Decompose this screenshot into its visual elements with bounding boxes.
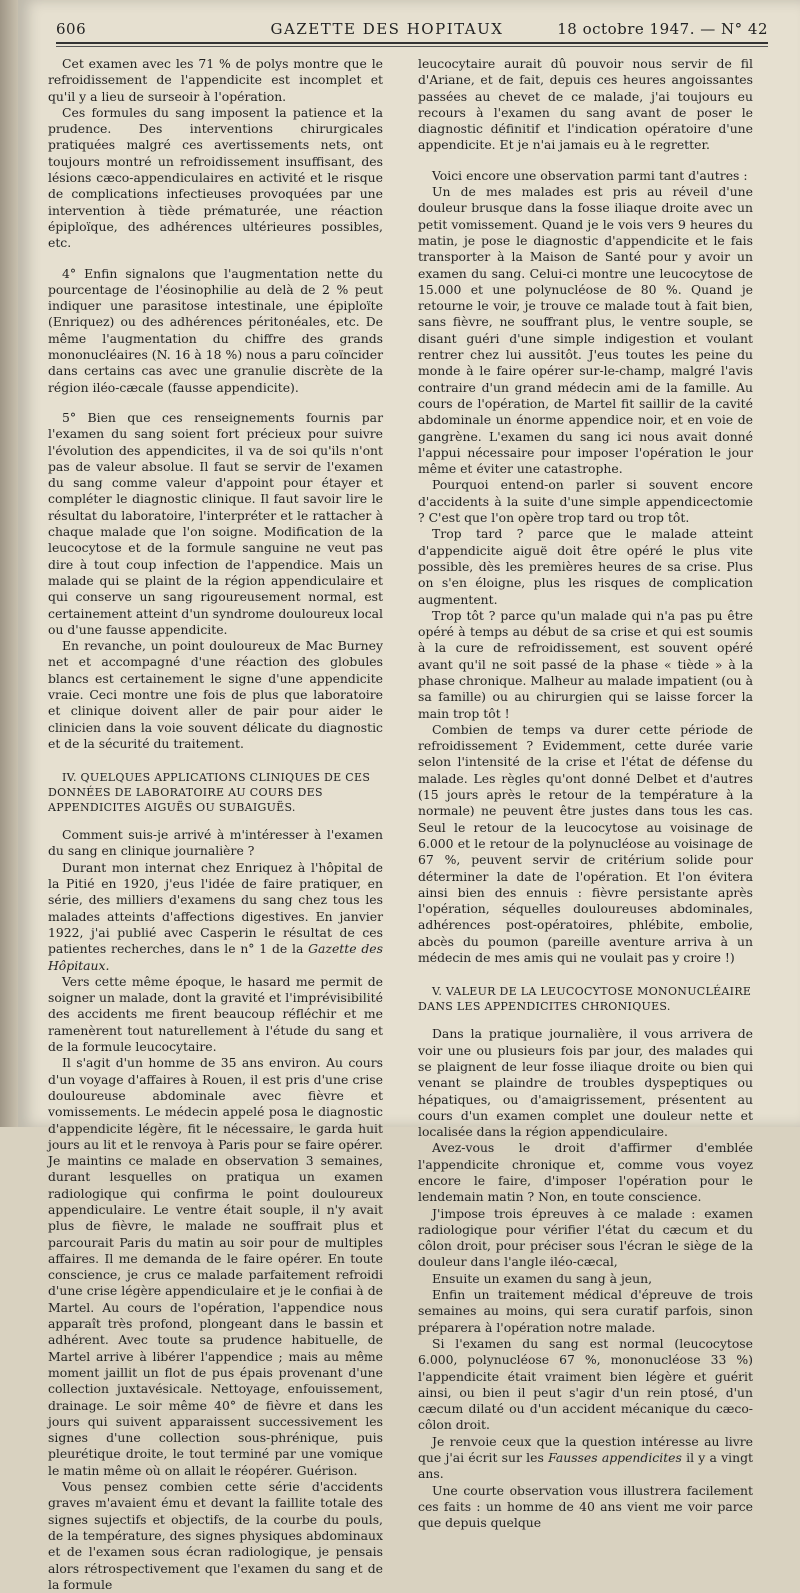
paragraph: Vous pensez combien cette série d'accidents graves m'avaient ému et devant la faillite totale des signes sujectifs et objectifs, de la courbe du pouls, de la température, des signes physiques abdominaux et de l'examen sous écran radiologique, je pensais alors rétrospectivement que l'examen du sang et de la formule — [48, 1479, 383, 1592]
paragraph: Comment suis-je arrivé à m'intéresser à l'examen du sang en clinique journalière ? — [48, 827, 383, 859]
paragraph: Ensuite un examen du sang à jeun, — [432, 1270, 653, 1286]
binding-gutter — [0, 0, 18, 1127]
journal-title: GAZETTE DES HOPITAUX — [270, 20, 504, 38]
paragraph-text: Durant mon internat chez Enriquez à l'hôpital de la Pitié en 1920, j'eus l'idée de faire pratiquer, en série, des milliers d'examens du sang chez tous les malades atteints d'affections digestives. En janvier 1922, j'ai publié avec Casperin le résultat de ces patientes recherches, dans le n° 1 de la — [48, 859, 383, 957]
header-rule-thin — [56, 46, 768, 47]
paragraph-text: il y a vingt ans. — [418, 1450, 753, 1482]
paragraph — [48, 860, 383, 974]
paragraph: 5° Bien que ces renseignements fournis par l'examen du sang soient fort précieux pour suivre l'évolution des appendicites, il va de soi qu'ils n'ont pas de valeur absolue. Il faut se servir de l'examen du sang comme valeur d'appoint pour étayer et compléter le diagnostic clinique. Il faut savoir lire le résultat du laboratoire, l'interpréter et le rattacher à chaque malade que l'on soigne. Modification de la leucocytose et de la formule sanguine ne veut pas dire à tout coup infection de l'appendice. Mais un malade qui se plaint de la région appendiculaire et qui conserve un sang rigoureusement normal, est certainement atteint d'un syndrome douloureux local ou d'une fausse appendicite. — [48, 409, 383, 637]
journal-citation: Gazette des Hôpitaux. — [48, 941, 383, 973]
paragraph: Trop tard ? parce que le malade atteint d'appendicite aiguë doit être opéré le plus vite possible, dès les premières heures de sa crise. Plus on s'en éloigne, plus les risques de complication augmentent. — [418, 526, 753, 607]
paragraph: En revanche, un point douloureux de Mac Burney net et accompagné d'une réaction des globules blancs est certainement le signe d'une appendicite vraie. Ceci montre une fois de plus que laboratoire et clinique doivent aller de pair pour aider le clinicien dans la voie souvent délicate du diagnostic et de la sécurité du traitement. — [48, 638, 383, 751]
paragraph — [418, 1434, 753, 1483]
paragraph: Vers cette même époque, le hasard me permit de soigner un malade, dont la gravité et l'imprévisibilité des accidents me firent beaucoup réfléchir et me ramenèrent tout naturellement à l'étude du sang et de la formule leucocytaire. — [48, 973, 383, 1055]
page-number: 606 — [56, 20, 87, 38]
paragraph: Il s'agit d'un homme de 35 ans environ. Au cours d'un voyage d'affaires à Rouen, il est pris d'une crise douloureuse abdominale avec fièvre et vomissements. Le médecin appelé posa le diagnostic d'appendicite légère, fit le nécessaire, le garda huit jours au lit et le renvoya à Paris pour se faire opérer. Je maintins ce malade en observation 3 semaines, durant lesquelles on pratiqua un examen radiologique qui confirma le point douloureux appendiculaire. Le ventre était souple, il n'y avait plus de fièvre, le malade ne souffrait plus et parcourait Paris du matin au soir pour de multiples affaires. Il me demanda de le faire opérer. En toute conscience, je crus ce malade parfaitement refroidi d'une crise légère appendiculaire et je le confiai à de Martel. Au cours de l'opération, l'appendice nous apparaît très profond, plongeant dans le bassin et adhérent. Avec toute sa prudence habituelle, de Martel arrive à libérer l'appendice ; mais au même moment jaillit un flot de pus épais provenant d'une collection juxtavésicale. Nettoyage, enfouissement, drainage. Le soir même 40° de fièvre et dans les jours qui suivent apparaissent successivement les signes d'une collection sous-phrénique, puis pleurétique droite, le tout terminé par une vomique le matin même où on allait le réopérer. Guérison. — [48, 1055, 383, 1478]
book-title: Fausses appendicites — [548, 1450, 682, 1466]
paragraph: Pourquoi entend-on parler si souvent encore d'accidents à la suite d'une simple appendicectomie ? C'est que l'on opère trop tard ou trop tôt. — [418, 477, 753, 526]
paragraph: Un de mes malades est pris au réveil d'une douleur brusque dans la fosse iliaque droite avec un petit vomissement. Quand je le vois vers 9 heures du matin, je pose le diagnostic d'appendicite et le fais transporter à la Maison de Santé pour y avoir un examen du sang. Celui-ci montre une leucocytose de 15.000 et une polynucléose de 80 %. Quand je retourne le voir, je trouve ce malade tout à fait bien, sans fièvre, ne souffrant plus, le ventre souple, se disant guéri d'une simple indigestion et voulant rentrer chez lui aussitôt. J'eus toutes les peine du monde à le faire opérer sur-le-champ, malgré l'avis contraire d'un grand médecin ami de la famille. Au cours de l'opération, de Martel fit saillir de la cavité abdominale un énorme appendice noir, et en voie de gangrène. L'examen du sang ici nous avait donné l'appui nécessaire pour imposer l'opération le jour même et éviter une catastrophe. — [418, 184, 753, 477]
header-rule — [56, 42, 768, 44]
paragraph: 4° Enfin signalons que l'augmentation nette du pourcentage de l'éosinophilie au delà de 2 % peut indiquer une parasitose intestinale, une épiploïte (Enriquez) ou des adhérences péritonéales, etc. De même l'augmentation du chiffre des grands mononucléaires (N. 16 à 18 %) nous a paru coïncider dans certains cas avec une granulie discrète de la région iléo-cæcale (fausse appendicite). — [48, 265, 383, 395]
paragraph: leucocytaire aurait dû pouvoir nous servir de fil d'Ariane, et de fait, depuis ces heures angoissantes passées au chevet de ce malade, j'ai toujours eu recours à l'examen du sang avant de poser le diagnostic définitif et l'indication opératoire d'une appendicite. Et je n'ai jamais eu à le regretter. — [418, 56, 753, 153]
paragraph: Si l'examen du sang est normal (leucocytose 6.000, polynucléose 67 %, mononucléose 33 %) l'appendicite était vraiment bien légère et guérit ainsi, ou bien il peut s'agir d'un rein ptosé, d'un cæcum dilaté ou d'un accident mécanique du cæco-côlon droit. — [418, 1335, 753, 1433]
section-heading: IV. QUELQUES APPLICATIONS CLINIQUES DE CES DONNÉES DE LABORATOIRE AU COURS DES APPENDICITES AIGUËS OU SUBAIGUËS. — [48, 771, 371, 815]
paragraph: Voici encore une observation parmi tant d'autres : — [432, 167, 748, 183]
section-heading: V. VALEUR DE LA LEUCOCYTOSE MONONUCLÉAIRE DANS LES APPENDICITES CHRONIQUES. — [418, 985, 752, 1014]
right-column — [418, 56, 753, 1531]
paragraph-text: Je renvoie ceux que la question intéresse au livre que j'ai écrit sur les — [418, 1433, 753, 1466]
paragraph: Avez-vous le droit d'affirmer d'emblée l'appendicite chronique et, comme vous voyez encore le faire, d'imposer l'opération pour le lendemain matin ? Non, en toute conscience. — [418, 1140, 753, 1205]
paragraph: Dans la pratique journalière, il vous arrivera de voir une ou plusieurs fois par jour, des malades qui se plaignent de leur fosse iliaque droite ou bien qui venant se plaindre de troubles dyspeptiques ou hépatiques, ou d'amaigrissement, présentent au cours d'un examen complet une douleur nette et localisée dans la région appendiculaire. — [418, 1026, 753, 1140]
issue-date: 18 octobre 1947. — N° 42 — [557, 20, 768, 38]
paragraph: Trop tôt ? parce qu'un malade qui n'a pas pu être opéré à temps au début de sa crise et qui est soumis à la cure de refroidissement, est souvent opéré avant qu'il ne soit passé de la phase « tiède » à la phase chronique. Malheur au malade impatient (ou à sa famille) ou au chirurgien qui se laisse forcer la main trop tôt ! — [418, 607, 753, 721]
page-header — [56, 20, 768, 42]
paragraph: J'impose trois épreuves à ce malade : examen radiologique pour vérifier l'état du cæcum et du côlon droit, pour préciser sous l'écran le siège de la douleur dans l'angle iléo-cæcal, — [418, 1205, 753, 1270]
paragraph: Combien de temps va durer cette période de refroidissement ? Evidemment, cette durée varie selon l'intensité de la crise et l'état de défense du malade. Les règles qu'ont donné Delbet et d'autres (15 jours après le retour de la température à la normale) ne peuvent être justes dans tous les cas. Seul le retour de la leucocytose au voisinage de 6.000 et le retour de la polynucléose au voisinage de 67 %, peuvent servir de critérium solide pour déterminer la date de l'opération. Et l'on évitera ainsi bien des ennuis : fièvre persistante après l'opération, séquelles douloureuses abdominales, adhérences post-opératoires, phlébite, embolie, abcès du poumon (pareille aventure arriva à un médecin de mes amis qui ne voulait pas y croire !) — [418, 721, 753, 966]
paragraph: Cet examen avec les 71 % de polys montre que le refroidissement de l'appendicite est incomplet et qu'il y a lieu de surseoir à l'opération. — [48, 56, 383, 104]
paragraph: Ces formules du sang imposent la patience et la prudence. Des interventions chirurgicales pratiquées malgré ces avertissements nets, ont toujours montré un refroidissement insuffisant, des lésions cæco-appendiculaires en activité et le risque de complications infectieuses provoquées par une intervention à tiède prématurée, une réaction épiploïque, des adhérences ultérieures possibles, etc. — [48, 104, 383, 251]
left-column — [48, 56, 383, 1592]
paragraph: Une courte observation vous illustrera facilement ces faits : un homme de 40 ans vient me voir parce que depuis quelque — [418, 1482, 753, 1531]
paragraph: Enfin un traitement médical d'épreuve de trois semaines au moins, qui sera curatif parfois, sinon préparera à l'opération notre malade. — [418, 1287, 753, 1335]
